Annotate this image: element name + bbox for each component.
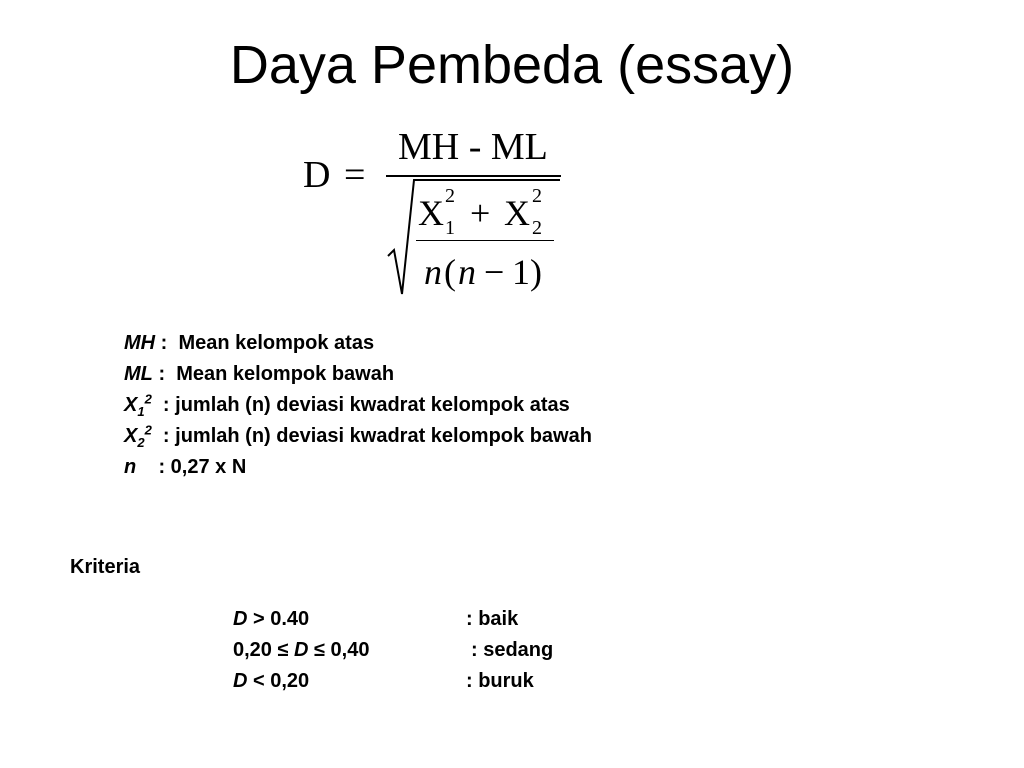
- criteria-result: : baik: [466, 608, 519, 630]
- discrimination-formula: [0, 0, 1024, 310]
- denominator-one: 1: [512, 252, 530, 292]
- definition-term-superscript: 2: [144, 422, 152, 438]
- definition-n: [124, 452, 592, 483]
- criteria-pre: 0,20 ≤: [233, 639, 295, 661]
- definition-term: X: [124, 394, 138, 416]
- criteria-list: [233, 604, 633, 697]
- formula-numerator: MH - ML: [398, 126, 548, 168]
- criteria-condition: [233, 635, 369, 666]
- x2-base: X: [504, 193, 530, 233]
- definition-separator: :: [151, 425, 176, 447]
- definition-term: MH: [124, 332, 156, 354]
- definition-separator: :: [136, 456, 171, 478]
- x1-subscript: 1: [445, 217, 455, 239]
- definition-x2: [124, 421, 592, 452]
- kriteria-heading: Kriteria: [70, 556, 141, 578]
- definition-term-subscript: 1: [137, 404, 145, 419]
- denominator-open-paren: (: [444, 252, 456, 292]
- criteria-condition: [233, 666, 309, 697]
- definition-x1: [124, 390, 592, 421]
- x2-subscript: 2: [532, 217, 542, 239]
- x2-superscript: 2: [532, 185, 542, 207]
- denominator-n: n: [424, 252, 442, 292]
- definition-separator: :: [151, 394, 176, 416]
- definition-mh: [124, 328, 592, 359]
- definition-term: n: [124, 456, 137, 478]
- inner-fraction-bar: [416, 240, 554, 241]
- denominator-n2: n: [458, 252, 476, 292]
- plus-sign: +: [470, 193, 491, 233]
- definition-text: jumlah (n) deviasi kwadrat kelompok bawah: [175, 425, 592, 447]
- definition-term: X: [124, 425, 138, 447]
- x1-base: X: [418, 193, 444, 233]
- slide-title: Daya Pembeda (essay): [229, 35, 795, 95]
- criteria-row-buruk: [233, 666, 633, 697]
- criteria-variable: D: [233, 608, 248, 630]
- criteria-variable: D: [233, 670, 248, 692]
- definitions-list: [124, 328, 592, 483]
- definition-text: Mean kelompok atas: [178, 332, 375, 354]
- criteria-post: > 0.40: [247, 608, 310, 630]
- definition-term-subscript: 2: [137, 435, 145, 450]
- definition-ml: [124, 359, 592, 390]
- x1-superscript: 2: [445, 185, 455, 207]
- definition-separator: :: [155, 332, 179, 354]
- formula-lhs: D: [303, 154, 331, 196]
- definition-term-superscript: 2: [144, 391, 152, 407]
- definition-separator: :: [152, 363, 177, 385]
- criteria-result: : sedang: [471, 639, 554, 661]
- definition-term: ML: [124, 363, 153, 385]
- formula-equals: =: [344, 154, 366, 196]
- criteria-result: : buruk: [466, 670, 534, 692]
- criteria-post: ≤ 0,40: [308, 639, 370, 661]
- criteria-row-sedang: [233, 635, 633, 666]
- definition-text: 0,27 x N: [170, 456, 247, 478]
- criteria-condition: [233, 604, 309, 635]
- criteria-variable: D: [294, 639, 309, 661]
- criteria-post: < 0,20: [247, 670, 310, 692]
- denominator-close-paren: ): [530, 252, 542, 292]
- definition-text: Mean kelompok bawah: [176, 363, 395, 385]
- denominator-minus: −: [484, 252, 505, 292]
- criteria-row-baik: [233, 604, 633, 635]
- definition-text: jumlah (n) deviasi kwadrat kelompok atas: [175, 394, 570, 416]
